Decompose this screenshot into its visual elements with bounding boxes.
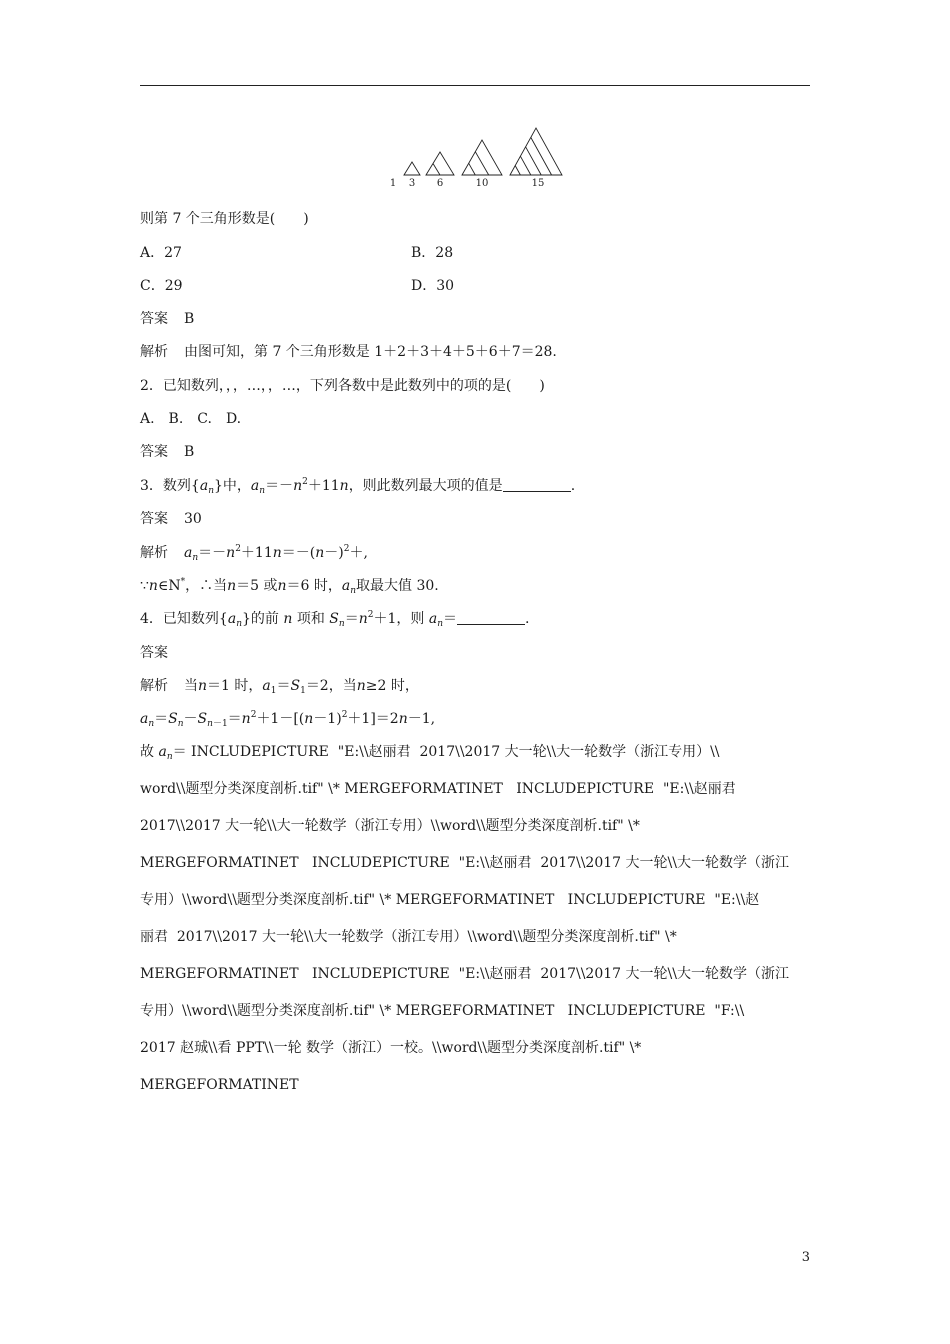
analysis-label: 解析 [140,545,168,561]
figure-label-15: 15 [531,178,545,189]
q4-field-code-line: MERGEFORMATINET INCLUDEPICTURE "E:\\赵丽君 2017\\2017 大一轮\\大一轮数学（浙江 [140,966,789,982]
triangle-numbers-figure [380,124,580,190]
q3-text: ＝－ [265,478,294,494]
figure-label-6: 6 [436,178,444,189]
q4-analysis-text: 当 [184,678,198,694]
q3-answer-line [140,509,202,529]
q2-answer-line [140,442,194,462]
q4-field-code: ＝ INCLUDEPICTURE "E:\\赵丽君 2017\\2017 大一轮\\大一轮数学（浙江专用）\\ [172,744,720,760]
q3-question: 3．数列$\{a_n\}$中，$a_n=-n^2+11n$，则此数列最大项的值是 . [140,477,576,496]
q3-analysis-text: ∵ [140,578,149,594]
q3-text: 3．数列{ [140,478,200,494]
q2-answer: B [184,444,195,460]
q3-analysis-text: －) [324,545,344,561]
q1-option-a: A．27 [140,245,182,261]
analysis-label: 解析 [140,678,168,694]
analysis-label: 解析 [140,344,168,360]
q4-analysis-text: ＝ [227,711,242,727]
q3-analysis-text: ＋, [349,545,368,561]
triangle-10 [462,140,502,175]
q3-analysis-text: ∈N [157,578,181,594]
q4-analysis-text: ＝ [276,678,291,694]
q2-options: A. B. C. D. [140,411,242,427]
q3-text: ，则此数列最大项的值是 [348,478,503,494]
q4-text: . [524,611,530,627]
q1-question: 则第 7 个三角形数是( ) [140,211,309,227]
q3-analysis-text: ＝6 时， [286,578,342,594]
q4-analysis-text: ＋1]＝2 [347,711,399,727]
figure-label-1: 1 [389,178,397,189]
q3-text: . [570,478,576,494]
q4-analysis-text: －1, [407,711,436,727]
q3-text: ＋11 [307,478,340,494]
q3-analysis-text: 取最大值 30. [356,578,439,594]
triangle-3 [404,162,420,175]
answer-blank [457,610,525,625]
q3-analysis-text: ＝－( [281,545,316,561]
q4-analysis-line-3: 故 $a_n=$ INCLUDEPICTURE "E:\\赵丽君 2017\\2017 大一轮\\大一轮数学（浙江专用）\\ [140,744,720,762]
answer-label: 答案 [140,444,168,460]
q2-question: 2．已知数列，，，…，，…，下列各数中是此数列中的项的是( ) [140,378,545,394]
q1-answer-line [140,309,194,329]
q4-analysis-text: ＝ [154,711,169,727]
q3-text: }中， [213,478,251,494]
page-number: 3 [801,1250,810,1265]
q4-field-code-line: MERGEFORMATINET [140,1077,299,1093]
answer-label: 答案 [140,311,168,327]
q3-analysis-text: ＝－ [198,545,227,561]
q4-analysis-line: 解析 当n＝1 时，$a_1=S_1=2$，当n≥2 时， [140,678,419,696]
q4-text: 项和 [296,611,325,627]
header-rule [140,85,810,86]
q4-field-code-line: word\\题型分类深度剖析.tif" \* MERGEFORMATINET INCLUDEPICTURE "E:\\赵丽君 [140,781,736,797]
q4-text: ＝ [442,611,457,627]
q4-analysis-text: ＝2，当 [305,678,357,694]
q1-option-c: C．29 [140,278,183,294]
q1-analysis-line [140,342,557,362]
q4-field-code-line: 专用）\\word\\题型分类深度剖析.tif" \* MERGEFORMATINET INCLUDEPICTURE "E:\\赵 [140,892,760,908]
figure-label-3: 3 [408,178,416,189]
triangle-shapes [404,128,562,175]
q3-analysis-text: ，∴当 [185,578,228,594]
q4-analysis-text: ＝1 时， [207,678,263,694]
q1-option-b: B．28 [411,245,454,261]
q4-field-code-line: 2017 赵珹\\看 PPT\\一轮 数学（浙江）一校。\\word\\题型分类深度剖析.tif" \* [140,1040,642,1056]
triangle-6 [426,152,454,175]
q4-field-code-line: 专用）\\word\\题型分类深度剖析.tif" \* MERGEFORMATINET INCLUDEPICTURE "F:\\ [140,1003,745,1019]
q1-option-d: D．30 [411,278,455,294]
q4-answer-label: 答案 [140,645,168,661]
q3-analysis-text: ＋11 [240,545,273,561]
q3-analysis-line: 解析 $a_n=-n^2+11n=-(n-)^2+$, [140,544,368,563]
q4-analysis-text: 故 [140,744,154,760]
figure-label-10: 10 [475,178,489,189]
q1-analysis: 由图可知，第 7 个三角形数是 1＋2＋3＋4＋5＋6＋7＝28. [184,344,557,360]
q3-answer: 30 [184,511,202,527]
q4-analysis-text: ≥2 时， [365,678,419,694]
q4-analysis-text: －1) [313,711,342,727]
answer-label: 答案 [140,511,168,527]
q3-analysis-line-2: ∵n∈N*，∴当n＝5 或n＝6 时，$a_n$取最大值 30. [140,577,439,596]
q4-analysis-text: － [183,711,198,727]
answer-blank [503,477,571,492]
q4-text: ＝ [344,611,359,627]
q4-field-code-line: 2017\\2017 大一轮\\大一轮数学（浙江专用）\\word\\题型分类深度剖析.tif" \* [140,818,640,834]
q4-analysis-line-2: $a_n=S_n-S_{n-1}=n^2+1-[(n-1)^2+1]=2n-1$, [140,710,436,729]
q4-question: 4．已知数列$\{a_n\}$的前 n 项和 $S_n=n^2+1$，则 $a_n=$ . [140,610,530,629]
q4-analysis-text: ＋1－[( [256,711,305,727]
q4-text: 4．已知数列{ [140,611,228,627]
q3-analysis-text: ＝5 或 [236,578,278,594]
q1-answer: B [184,311,195,327]
triangle-15 [510,128,562,175]
q4-text: ＋1，则 [373,611,425,627]
q4-field-code-line: MERGEFORMATINET INCLUDEPICTURE "E:\\赵丽君 2017\\2017 大一轮\\大一轮数学（浙江 [140,855,789,871]
q4-field-code-line: 丽君 2017\\2017 大一轮\\大一轮数学（浙江专用）\\word\\题型分类深度剖析.tif" \* [140,929,677,945]
q4-text: }的前 [241,611,279,627]
